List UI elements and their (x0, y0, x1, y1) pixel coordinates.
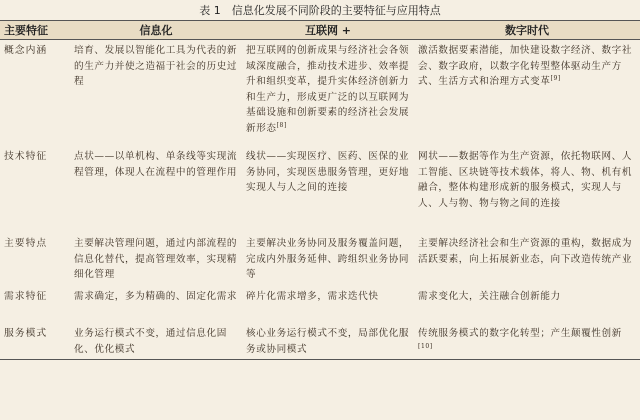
cell-internet-plus: 主要解决业务协同及服务覆盖问题，完成内外服务延伸、跨组织业务协同等 (246, 238, 410, 280)
cell-informatization: 点状——以单机构、单条线等实现流程管理，体现人在流程中的管理作用 (74, 151, 238, 178)
table-row (0, 146, 640, 233)
cell-informatization: 培育、发展以智能化工具为代表的新的生产力并使之造福于社会的历史过程 (74, 45, 238, 87)
cell-digital-era: 需求变化大，关注融合创新能力 (418, 291, 561, 302)
citation: [10] (418, 342, 433, 350)
cell-internet-plus: 线状——实现医疗、医药、医保的业务协同，实现医患服务管理，更好地实现人与人之间的连接 (246, 151, 410, 193)
feature-table (0, 20, 640, 360)
header-internet-plus: 互联网 + (242, 21, 414, 40)
cell-internet-plus: 碎片化需求增多，需求迭代快 (246, 291, 379, 302)
row-label: 服务模式 (0, 323, 70, 360)
table-row (0, 323, 640, 360)
header-feature: 主要特征 (0, 21, 70, 40)
header-row (0, 21, 640, 40)
cell-informatization: 需求确定，多为精确的、固定化需求 (74, 291, 238, 302)
table-row (0, 286, 640, 323)
cell-internet-plus: 核心业务运行模式不变，局部优化服务或协同模式 (242, 323, 414, 360)
cell-digital-era: 激活数据要素潜能，加快建设数字经济、数字社会、数字政府，以数字化转型整体驱动生产方式、生活方式和治理方式变革[9] (418, 45, 633, 87)
table-row (0, 40, 640, 147)
cell-digital-era: 传统服务模式的数字化转型；产生颠覆性创新[10] (414, 323, 640, 360)
table-caption: 表 1 信息化发展不同阶段的主要特征与应用特点 (199, 4, 441, 17)
citation: [9] (550, 74, 561, 82)
cell-internet-plus: 把互联网的创新成果与经济社会各领域深度融合，推动技术进步、效率提升和组织变革，提升实体经济创新力和生产力，形成更广泛的以互联网为基础设施和创新要素的经济社会发展新形态[8] (246, 45, 410, 134)
cell-digital-era: 主要解决经济社会和生产资源的重构，数据成为活跃要素，向上拓展新业态，向下改造传统产业 (418, 238, 633, 265)
cell-digital-era: 网状——数据等作为生产资源，依托物联网、人工智能、区块链等技术载体，将人、物、机有机融合，整体构建形成新的服务模式，实现人与人、人与物、物与物之间的连接 (418, 151, 633, 209)
table-row (0, 233, 640, 286)
row-label: 技术特征 (4, 151, 48, 162)
cell-informatization: 业务运行模式不变，通过信息化固化、优化模式 (70, 323, 242, 360)
citation: [8] (276, 121, 287, 129)
header-digital-era: 数字时代 (414, 21, 640, 40)
row-label: 概念内涵 (4, 45, 48, 56)
cell-informatization: 主要解决管理问题，通过内部流程的信息化替代，提高管理效率，实现精细化管理 (74, 238, 238, 280)
header-informatization: 信息化 (70, 21, 242, 40)
row-label: 主要特点 (4, 238, 48, 249)
row-label: 需求特征 (4, 291, 48, 302)
